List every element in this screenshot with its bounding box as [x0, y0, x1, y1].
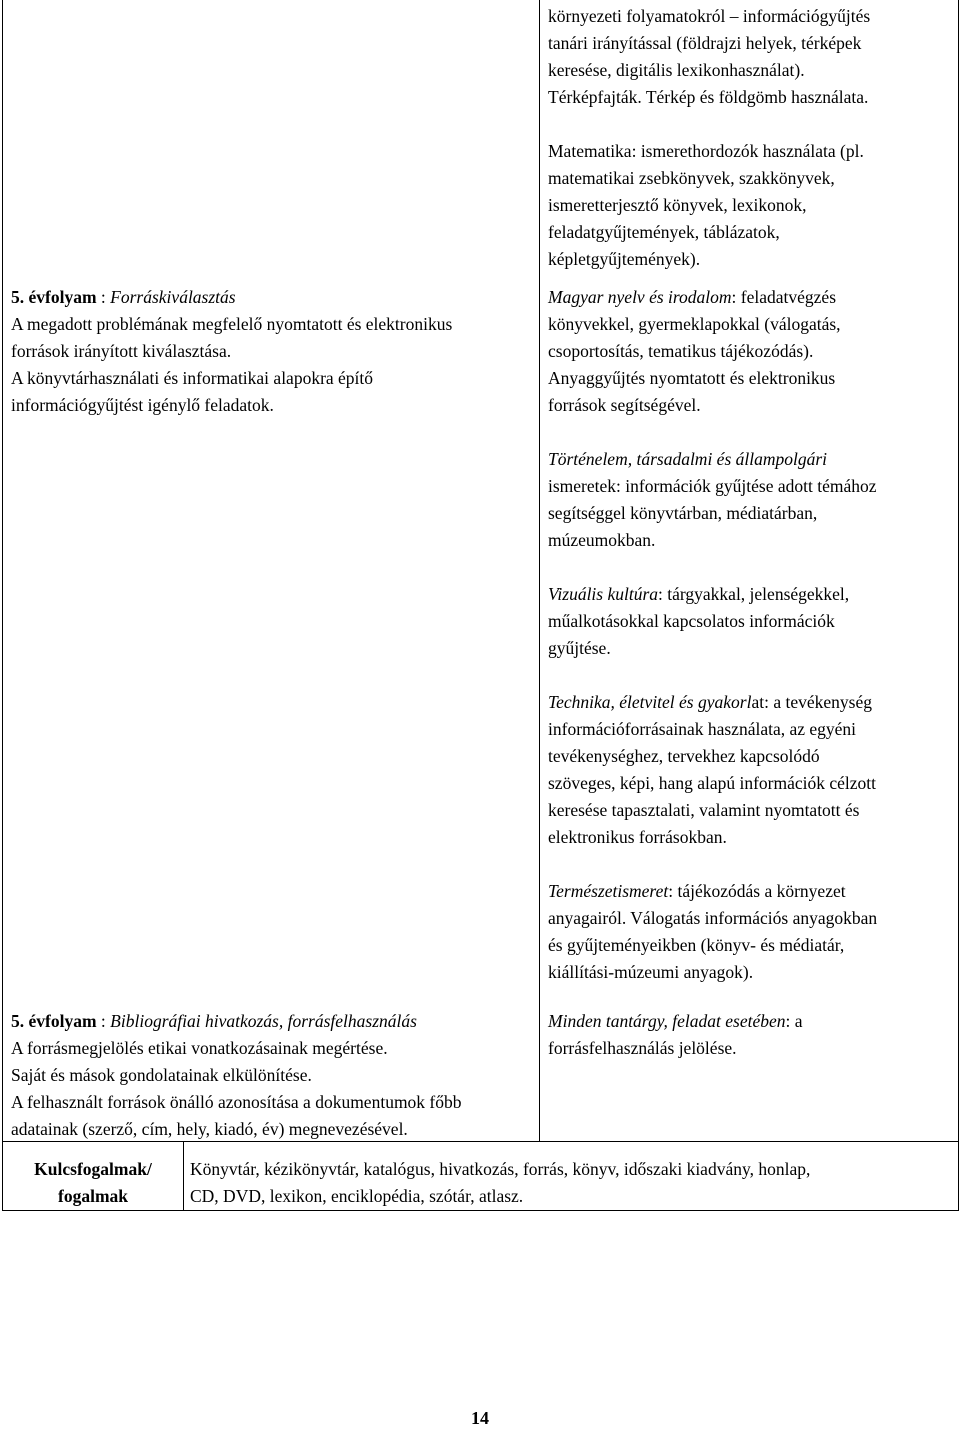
text-line: Saját és mások gondolatainak elkülönítése. — [11, 1065, 312, 1085]
text-line: múzeumokban. — [548, 530, 656, 550]
text-line: matematikai zsebkönyvek, szakkönyvek, — [548, 168, 835, 188]
text-line: tanári irányítással (földrajzi helyek, térképek — [548, 33, 862, 53]
row1-left-cell — [2, 0, 540, 284]
text-line: források irányított kiválasztása. — [11, 341, 232, 361]
text-line: Magyar nyelv és irodalom: feladatvégzés — [548, 287, 836, 307]
key-concepts-label: Kulcsfogalmak/ fogalmak — [3, 1142, 184, 1210]
row3-right-cell — [540, 1008, 959, 1141]
text-line: műalkotásokkal kapcsolatos információk — [548, 611, 835, 631]
text-line: csoportosítás, tematikus tájékozódás). — [548, 341, 814, 361]
text-line: tevékenységhez, tervekhez kapcsolódó — [548, 746, 820, 766]
text-line: forrásfelhasználás jelölése. — [548, 1038, 737, 1058]
text-line: keresése tapasztalati, valamint nyomtatott és — [548, 800, 860, 820]
key-concepts-row — [2, 1141, 959, 1211]
text-line: kiállítási-múzeumi anyagok). — [548, 962, 754, 982]
text-line: gyűjtése. — [548, 638, 611, 658]
text-line: anyagairól. Válogatás információs anyagokban — [548, 908, 878, 928]
table-row — [2, 0, 959, 284]
text-line: Vizuális kultúra: tárgyakkal, jelenségekkel, — [548, 584, 850, 604]
text-line: ismeretek: információk gyűjtése adott témához — [548, 476, 877, 496]
page-number: 14 — [471, 1408, 489, 1428]
grade-heading: 5. évfolyam : Forráskiválasztás — [11, 287, 236, 307]
text-line: A könyvtárhasználati és informatikai alapokra építő — [11, 368, 374, 388]
text-line: Történelem, társadalmi és állampolgári — [548, 449, 828, 469]
text-line: információforrásainak használata, az egyéni — [548, 719, 857, 739]
text-line: A megadott problémának megfelelő nyomtatott és elektronikus — [11, 314, 453, 334]
text-line: Minden tantárgy, feladat esetében: a — [548, 1011, 803, 1031]
text-line: információgyűjtést igénylő feladatok. — [11, 395, 274, 415]
row2-right-cell — [540, 284, 959, 1008]
text-line: források segítségével. — [548, 395, 701, 415]
grade-heading: 5. évfolyam : Bibliográfiai hivatkozás, forrásfelhasználás — [11, 1011, 417, 1031]
text-line: keresése, digitális lexikonhasználat). — [548, 60, 805, 80]
key-concepts-text: Könyvtár, kézikönyvtár, katalógus, hivatkozás, forrás, könyv, időszaki kiadvány, honlap, CD, DVD, lexikon, enciklopédia, szótár, atlasz. — [190, 1159, 811, 1206]
table-row — [2, 284, 959, 1008]
text-line: Matematika: ismerethordozók használata (pl. — [548, 141, 864, 161]
text-line: segítséggel könyvtárban, médiatárban, — [548, 503, 818, 523]
text-line: és gyűjteményeikben (könyv- és médiatár, — [548, 935, 845, 955]
text-line: képletgyűjtemények). — [548, 249, 701, 269]
row2-left-cell — [2, 284, 540, 1008]
text-line: szöveges, képi, hang alapú információk célzott — [548, 773, 877, 793]
text-line: A forrásmegjelölés etikai vonatkozásainak megértése. — [11, 1038, 388, 1058]
text-line: A felhasznált források önálló azonosítása a dokumentumok főbb — [11, 1092, 462, 1112]
text-line: adatainak (szerző, cím, hely, kiadó, év) megnevezésével. — [11, 1119, 408, 1139]
text-line: környezeti folyamatokról – információgyűjtés — [548, 6, 871, 26]
text-line: elektronikus forrásokban. — [548, 827, 727, 847]
table-row — [2, 1008, 959, 1141]
text-line: Anyaggyűjtés nyomtatott és elektronikus — [548, 368, 836, 388]
text-line: feladatgyűjtemények, táblázatok, — [548, 222, 780, 242]
text-line: Természetismeret: tájékozódás a környezet — [548, 881, 846, 901]
text-line: Technika, életvitel és gyakorlat: a tevékenység — [548, 692, 872, 712]
text-line: könyvekkel, gyermeklapokkal (válogatás, — [548, 314, 841, 334]
row3-left-cell — [2, 1008, 540, 1141]
curriculum-table — [2, 0, 959, 1141]
text-line: ismeretterjesztő könyvek, lexikonok, — [548, 195, 807, 215]
text-line: Térképfajták. Térkép és földgömb használata. — [548, 87, 869, 107]
row1-right-cell — [540, 0, 959, 284]
